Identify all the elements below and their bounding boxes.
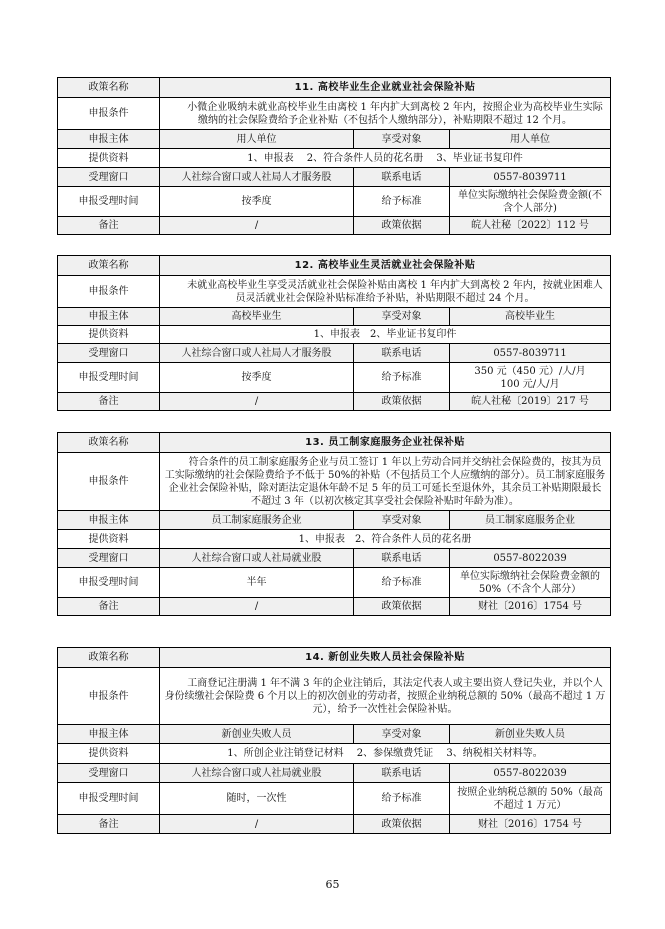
label-beneficiary: 享受对象	[354, 511, 450, 530]
policy-title: 14. 新创业失败人员社会保险补贴	[160, 648, 611, 668]
label-materials: 提供资料	[58, 149, 160, 168]
notes-value: /	[160, 598, 354, 616]
phone-value: 0557-8022039	[450, 764, 611, 783]
label-window: 受理窗口	[58, 764, 160, 783]
materials-value: 1、申报表 2、符合条件人员的花名册	[160, 530, 611, 549]
label-standard: 给予标准	[354, 783, 450, 815]
label-subject: 申报主体	[58, 725, 160, 744]
label-policy-name: 政策名称	[58, 648, 160, 668]
policy-title: 13. 员工制家庭服务企业社保补贴	[160, 433, 611, 453]
label-standard: 给予标准	[354, 363, 450, 393]
label-conditions: 申报条件	[58, 98, 160, 130]
notes-value: /	[160, 393, 354, 411]
label-time: 申报受理时间	[58, 187, 160, 217]
label-notes: 备注	[58, 217, 160, 235]
time-value: 半年	[160, 568, 354, 598]
time-value: 随时，一次性	[160, 783, 354, 815]
page-number: 65	[325, 878, 340, 891]
label-basis: 政策依据	[354, 815, 450, 834]
policy-title: 11. 高校毕业生企业就业社会保险补贴	[160, 78, 611, 98]
standard-line-1: 350 元（450 元）/人/月	[474, 365, 586, 377]
standard-value: 单位实际缴纳社会保险费金额的 50%（不含个人部分）	[450, 568, 611, 598]
policy-table-11	[57, 77, 611, 235]
policy-table-13	[57, 432, 611, 616]
window-value: 人社综合窗口或人社局就业股	[160, 549, 354, 568]
label-basis: 政策依据	[354, 393, 450, 411]
label-time: 申报受理时间	[58, 363, 160, 393]
phone-value: 0557-8039711	[450, 168, 611, 187]
conditions-text: 符合条件的员工制家庭服务企业与员工签订 1 年以上劳动合同并交纳社会保险费的，按其为员工实际缴纳的社会保险费给予不低于 50%的补贴（不包括员工个人应缴纳的部分）。员工制家庭服务企业社会保险补贴，除对距法定退休年龄不足 5 年的员工可延长至退休外，其余员工补贴期限最长不超过 3 年（以初次核定其享受社会保险补贴时年龄为准）。	[160, 453, 611, 511]
beneficiary-value: 高校毕业生	[450, 308, 611, 326]
standard-value	[450, 363, 611, 393]
conditions-text: 工商登记注册满 1 年不满 3 年的企业注销后，其法定代表人或主要出资人登记失业，并以个人身份续缴社会保险费 6 个月以上的初次创业的劳动者，按照企业纳税总额的 50%（最高不超过 1 万元），给予一次性社会保险补贴。	[160, 668, 611, 725]
label-conditions: 申报条件	[58, 668, 160, 725]
phone-value: 0557-8022039	[450, 549, 611, 568]
notes-value: /	[160, 217, 354, 235]
subject-value: 用人单位	[160, 130, 354, 149]
label-beneficiary: 享受对象	[354, 725, 450, 744]
subject-value: 高校毕业生	[160, 308, 354, 326]
phone-value: 0557-8039711	[450, 344, 611, 363]
standard-value: 按照企业纳税总额的 50%（最高不超过 1 万元）	[450, 783, 611, 815]
materials-value: 1、申报表 2、毕业证书复印件	[160, 326, 611, 344]
beneficiary-value: 用人单位	[450, 130, 611, 149]
basis-value: 皖人社秘〔2022〕112 号	[450, 217, 611, 235]
basis-value: 皖人社秘〔2019〕217 号	[450, 393, 611, 411]
notes-value: /	[160, 815, 354, 834]
label-subject: 申报主体	[58, 308, 160, 326]
subject-value: 新创业失败人员	[160, 725, 354, 744]
window-value: 人社综合窗口或人社局人才服务股	[160, 168, 354, 187]
materials-value: 1、申报表 2、符合条件人员的花名册 3、毕业证书复印件	[160, 149, 611, 168]
window-value: 人社综合窗口或人社局人才服务股	[160, 344, 354, 363]
label-standard: 给予标准	[354, 187, 450, 217]
label-policy-name: 政策名称	[58, 433, 160, 453]
beneficiary-value: 新创业失败人员	[450, 725, 611, 744]
label-basis: 政策依据	[354, 598, 450, 616]
conditions-text: 小微企业吸纳未就业高校毕业生由离校 1 年内扩大到离校 2 年内，按照企业为高校毕业生实际缴纳的社会保险费给予企业补贴（不包括个人缴纳部分），补贴期限不超过 12 个月。	[160, 98, 611, 130]
standard-value: 单位实际缴纳社会保险费金额(不含个人部分)	[450, 187, 611, 217]
time-value: 按季度	[160, 363, 354, 393]
standard-line-2: 100 元/人/月	[500, 378, 560, 390]
label-phone: 联系电话	[354, 168, 450, 187]
label-policy-name: 政策名称	[58, 256, 160, 276]
label-basis: 政策依据	[354, 217, 450, 235]
conditions-text: 未就业高校毕业生享受灵活就业社会保险补贴由离校 1 年内扩大到离校 2 年内，按就业困难人员灵活就业社会保险补贴标准给予补贴，补贴期限不超过 24 个月。	[160, 276, 611, 308]
label-window: 受理窗口	[58, 344, 160, 363]
basis-value: 财社〔2016〕1754 号	[450, 815, 611, 834]
label-standard: 给予标准	[354, 568, 450, 598]
policy-title: 12. 高校毕业生灵活就业社会保险补贴	[160, 256, 611, 276]
label-phone: 联系电话	[354, 549, 450, 568]
label-subject: 申报主体	[58, 130, 160, 149]
label-notes: 备注	[58, 598, 160, 616]
label-conditions: 申报条件	[58, 276, 160, 308]
subject-value: 员工制家庭服务企业	[160, 511, 354, 530]
label-time: 申报受理时间	[58, 568, 160, 598]
label-window: 受理窗口	[58, 168, 160, 187]
window-value: 人社综合窗口或人社局就业股	[160, 764, 354, 783]
label-policy-name: 政策名称	[58, 78, 160, 98]
label-notes: 备注	[58, 393, 160, 411]
label-beneficiary: 享受对象	[354, 130, 450, 149]
label-phone: 联系电话	[354, 344, 450, 363]
policy-table-14	[57, 647, 611, 834]
label-subject: 申报主体	[58, 511, 160, 530]
beneficiary-value: 员工制家庭服务企业	[450, 511, 611, 530]
label-beneficiary: 享受对象	[354, 308, 450, 326]
label-time: 申报受理时间	[58, 783, 160, 815]
label-materials: 提供资料	[58, 744, 160, 764]
label-conditions: 申报条件	[58, 453, 160, 511]
policy-table-12	[57, 255, 611, 411]
time-value: 按季度	[160, 187, 354, 217]
materials-value: 1、所创企业注销登记材料 2、参保缴费凭证 3、纳税相关材料等。	[160, 744, 611, 764]
label-materials: 提供资料	[58, 326, 160, 344]
label-notes: 备注	[58, 815, 160, 834]
basis-value: 财社〔2016〕1754 号	[450, 598, 611, 616]
label-materials: 提供资料	[58, 530, 160, 549]
label-window: 受理窗口	[58, 549, 160, 568]
label-phone: 联系电话	[354, 764, 450, 783]
